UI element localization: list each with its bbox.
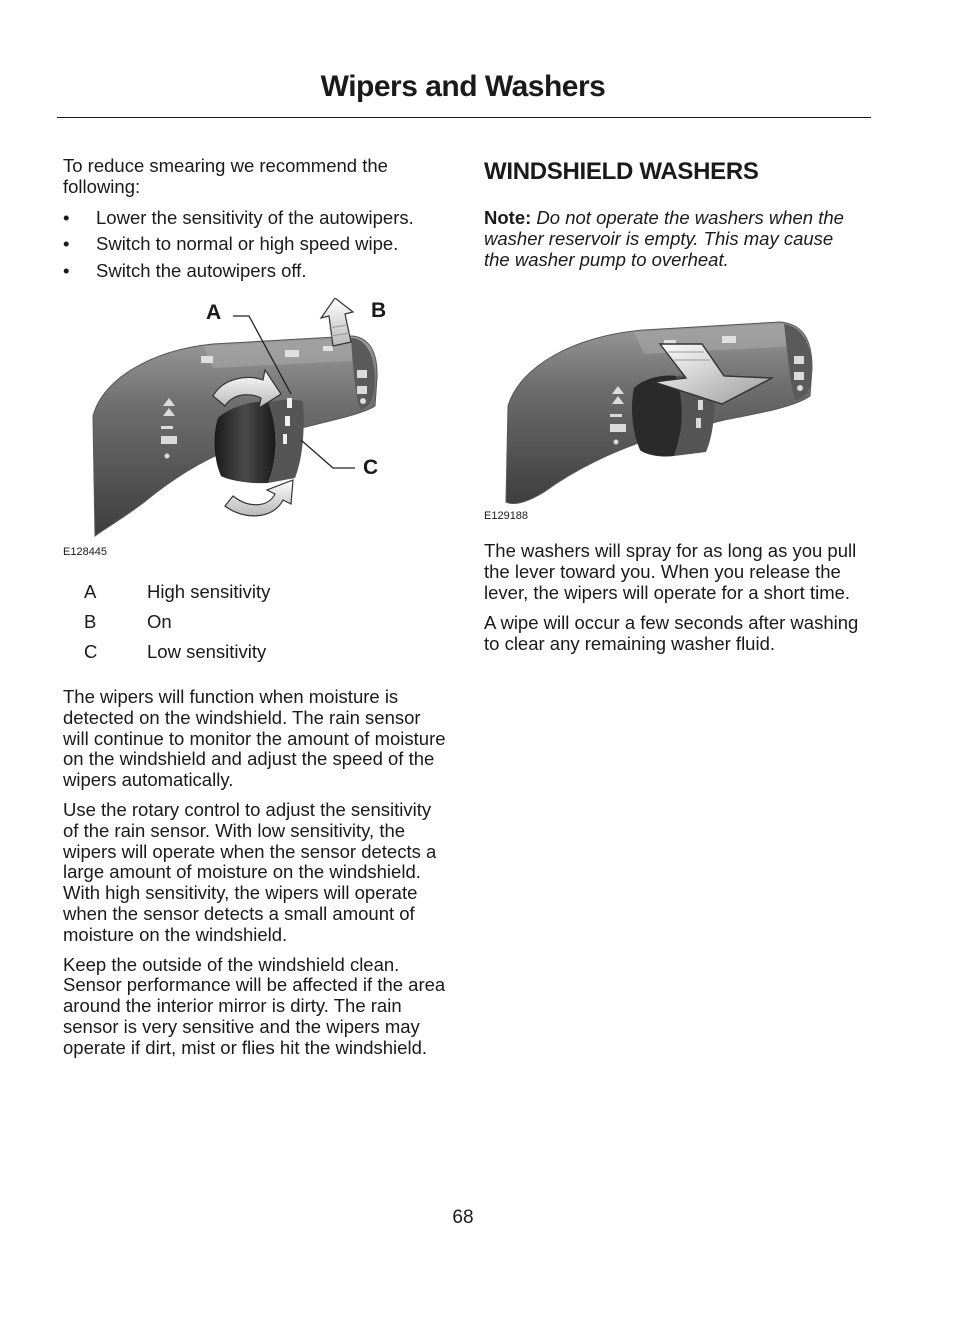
callout-legend-table — [84, 581, 270, 671]
washer-lever-illustration — [484, 296, 860, 506]
wiper-lever-pull-figure — [484, 296, 860, 506]
wiper-lever-rotary-figure — [63, 298, 447, 538]
page-number: 68 — [452, 1207, 474, 1228]
figure-code: E129188 — [484, 510, 529, 523]
left-column — [63, 156, 447, 1068]
legend-key: B — [84, 610, 97, 632]
bullet-icon: • — [63, 260, 70, 282]
intro-paragraph: To reduce smearing we recommend the following: — [63, 155, 388, 197]
list-item-text: Lower the sensitivity of the autowipers. — [96, 206, 414, 228]
body-paragraph: A wipe will occur a few seconds after washing to clear any remaining washer fluid. — [484, 611, 859, 654]
table-row — [84, 611, 270, 641]
list-item — [63, 234, 447, 255]
list-item — [63, 261, 447, 282]
note-text: Do not operate the washers when the washer reservoir is empty. This may cause the washer pump to overheat. — [484, 207, 844, 270]
body-paragraph: The wipers will function when moisture is detected on the windshield. The rain sensor will continue to monitor the amount of moisture on the windshield and adjust the speed of the wipers automatically. — [63, 685, 446, 791]
legend-label: Low sensitivity — [147, 640, 267, 662]
legend-label: High sensitivity — [147, 580, 271, 602]
body-paragraph: Keep the outside of the windshield clean. Sensor performance will be affected if the area around the interior mirror is dirty. The rain sensor is very sensitive and the wipers may operate if dirt, mist or flies hit the windshield. — [63, 953, 446, 1058]
list-item-text: Switch the autowipers off. — [96, 260, 307, 282]
figure-code: E128445 — [63, 545, 108, 558]
callout-c: C — [363, 455, 379, 479]
section-heading: WINDSHIELD WASHERS — [484, 158, 759, 185]
body-paragraph: Use the rotary control to adjust the sensitivity of the rain sensor. With low sensitivity, the wipers will operate when the sensor detects a large amount of moisture on the windshield. With high sensitivity, the wipers will operate when the sensor detects a small amount of moisture on the windshield. — [63, 798, 437, 945]
callout-a: A — [206, 300, 222, 324]
legend-key: C — [84, 640, 98, 662]
body-paragraph: The washers will spray for as long as you pull the lever toward you. When you release the lever, the wipers will operate for a short time. — [484, 540, 857, 603]
list-item-text: Switch to normal or high speed wipe. — [96, 233, 399, 255]
note-paragraph — [484, 208, 860, 270]
list-item — [63, 208, 447, 229]
legend-key: A — [84, 580, 97, 602]
title-divider — [57, 117, 871, 118]
bullet-icon: • — [63, 206, 70, 228]
wiper-lever-illustration — [63, 298, 447, 538]
note-label: Note: — [484, 207, 532, 228]
legend-label: On — [147, 610, 172, 632]
table-row — [84, 641, 270, 671]
page-title: Wipers and Washers — [320, 70, 606, 103]
recommendation-list — [63, 208, 447, 282]
bullet-icon: • — [63, 233, 70, 255]
callout-b: B — [371, 298, 387, 322]
right-column — [484, 156, 860, 663]
table-row — [84, 581, 270, 611]
